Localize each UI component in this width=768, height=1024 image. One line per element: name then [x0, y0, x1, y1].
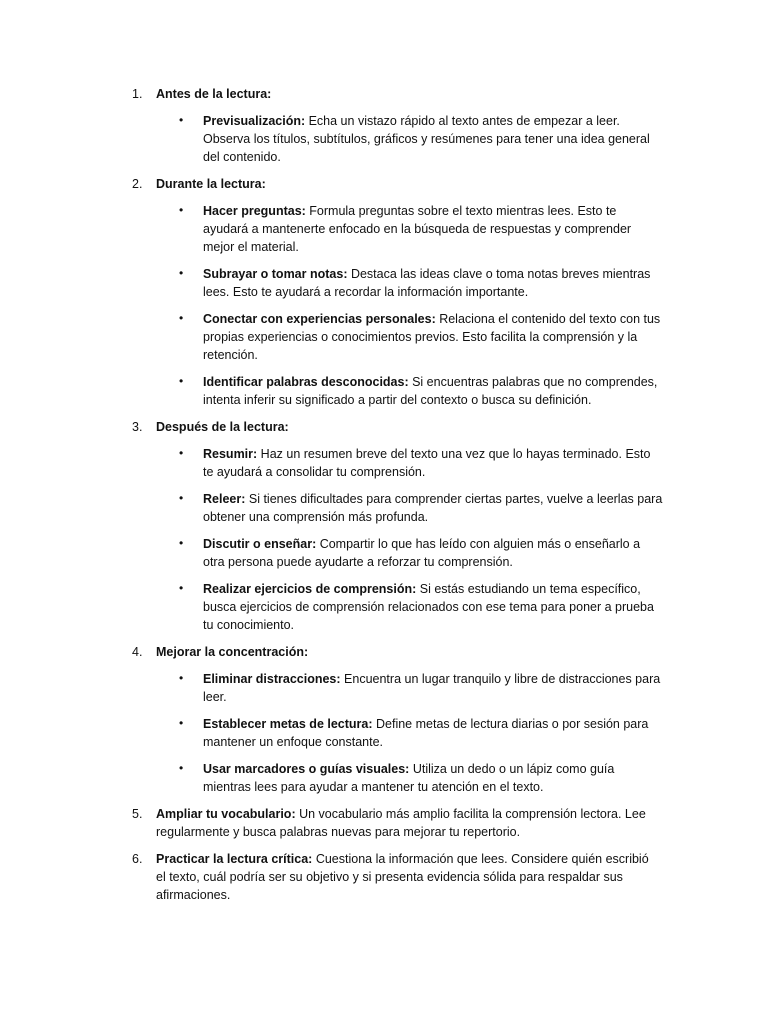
item-text: Destaca las ideas clave o toma notas breves mientras lees. Esto te ayudará a recordar la información importante.	[203, 267, 651, 299]
list-item	[179, 373, 663, 409]
section-title: Practicar la lectura crítica:	[156, 852, 313, 866]
item-title: Conectar con experiencias personales:	[203, 312, 436, 326]
section-text: Un vocabulario más amplio facilita la comprensión lectora. Lee regularmente y busca palabras nuevas para mejorar tu repertorio.	[156, 807, 646, 839]
list-item	[179, 715, 663, 751]
item-title: Usar marcadores o guías visuales:	[203, 762, 410, 776]
section-title: Durante la lectura:	[156, 177, 266, 191]
section-number: 5.	[132, 807, 143, 821]
bullet-icon: •	[179, 311, 184, 325]
section-number: 6.	[132, 852, 143, 866]
list-item	[179, 202, 663, 256]
bullet-icon: •	[179, 716, 184, 730]
bullet-icon: •	[179, 536, 184, 550]
section-heading	[156, 805, 656, 841]
section-title: Ampliar tu vocabulario:	[156, 807, 296, 821]
section-4	[132, 643, 676, 796]
item-text: Utiliza un dedo o un lápiz como guía mientras lees para ayudar a mantener tu atención en el texto.	[203, 762, 615, 794]
section-heading	[156, 850, 656, 904]
item-title: Resumir:	[203, 447, 258, 461]
section-heading	[156, 85, 676, 103]
item-text: Echa un vistazo rápido al texto antes de empezar a leer. Observa los títulos, subtítulos, gráficos y resúmenes para tener una idea general del contenido.	[203, 114, 650, 164]
section-heading	[156, 643, 676, 661]
item-text: Compartir lo que has leído con alguien más o enseñarlo a otra persona puede ayudarte a reforzar tu comprensión.	[203, 537, 641, 569]
list-item	[179, 112, 663, 166]
bullet-icon: •	[179, 203, 184, 217]
section-title: Antes de la lectura:	[156, 87, 272, 101]
bullet-list	[156, 112, 663, 166]
section-text: Cuestiona la información que lees. Considere quién escribió el texto, cuál podría ser su objetivo y si presenta evidencia sólida para respaldar sus afirmaciones.	[156, 852, 649, 902]
bullet-icon: •	[179, 581, 184, 595]
item-title: Realizar ejercicios de comprensión:	[203, 582, 417, 596]
section-title: Después de la lectura:	[156, 420, 289, 434]
item-title: Hacer preguntas:	[203, 204, 306, 218]
bullet-list	[156, 445, 663, 634]
list-item	[179, 670, 663, 706]
list-item	[179, 445, 663, 481]
item-text: Relaciona el contenido del texto con tus propias experiencias o conocimientos previos. Esto facilita la comprensión y la retención.	[203, 312, 661, 362]
item-title: Identificar palabras desconocidas:	[203, 375, 409, 389]
item-title: Establecer metas de lectura:	[203, 717, 373, 731]
item-text: Encuentra un lugar tranquilo y libre de distracciones para leer.	[203, 672, 661, 704]
item-title: Releer:	[203, 492, 246, 506]
bullet-list	[156, 202, 663, 409]
item-text: Haz un resumen breve del texto una vez que lo hayas terminado. Esto te ayudará a consolidar tu comprensión.	[203, 447, 651, 479]
bullet-list	[156, 670, 663, 796]
list-item	[179, 580, 663, 634]
section-title: Mejorar la concentración:	[156, 645, 309, 659]
item-title: Eliminar distracciones:	[203, 672, 341, 686]
list-item	[179, 310, 663, 364]
section-number: 3.	[132, 420, 143, 434]
bullet-icon: •	[179, 491, 184, 505]
item-text: Si encuentras palabras que no comprendes, intenta inferir su significado a partir del contexto o busca su definición.	[203, 375, 658, 407]
section-3	[132, 418, 676, 634]
list-item	[179, 760, 663, 796]
item-title: Previsualización:	[203, 114, 306, 128]
section-2	[132, 175, 676, 409]
bullet-icon: •	[179, 374, 184, 388]
section-number: 1.	[132, 87, 143, 101]
list-item	[179, 490, 663, 526]
bullet-icon: •	[179, 266, 184, 280]
bullet-icon: •	[179, 113, 184, 127]
bullet-icon: •	[179, 446, 184, 460]
section-6	[132, 850, 676, 904]
section-5	[132, 805, 676, 841]
item-text: Si estás estudiando un tema específico, busca ejercicios de comprensión relacionados con ese tema para poner a prueba tu conocimiento.	[203, 582, 654, 632]
section-number: 2.	[132, 177, 143, 191]
list-item	[179, 535, 663, 571]
section-list	[132, 85, 676, 913]
bullet-icon: •	[179, 761, 184, 775]
section-1	[132, 85, 676, 166]
section-number: 4.	[132, 645, 143, 659]
item-text: Si tienes dificultades para comprender ciertas partes, vuelve a leerlas para obtener una comprensión más profunda.	[203, 492, 663, 524]
section-heading	[156, 175, 676, 193]
list-item	[179, 265, 663, 301]
item-title: Discutir o enseñar:	[203, 537, 317, 551]
item-title: Subrayar o tomar notas:	[203, 267, 348, 281]
bullet-icon: •	[179, 671, 184, 685]
section-heading	[156, 418, 676, 436]
item-text: Define metas de lectura diarias o por sesión para mantener un enfoque constante.	[203, 717, 649, 749]
item-text: Formula preguntas sobre el texto mientras lees. Esto te ayudará a mantenerte enfocado en la búsqueda de respuestas y comprender mejor el material.	[203, 204, 632, 254]
